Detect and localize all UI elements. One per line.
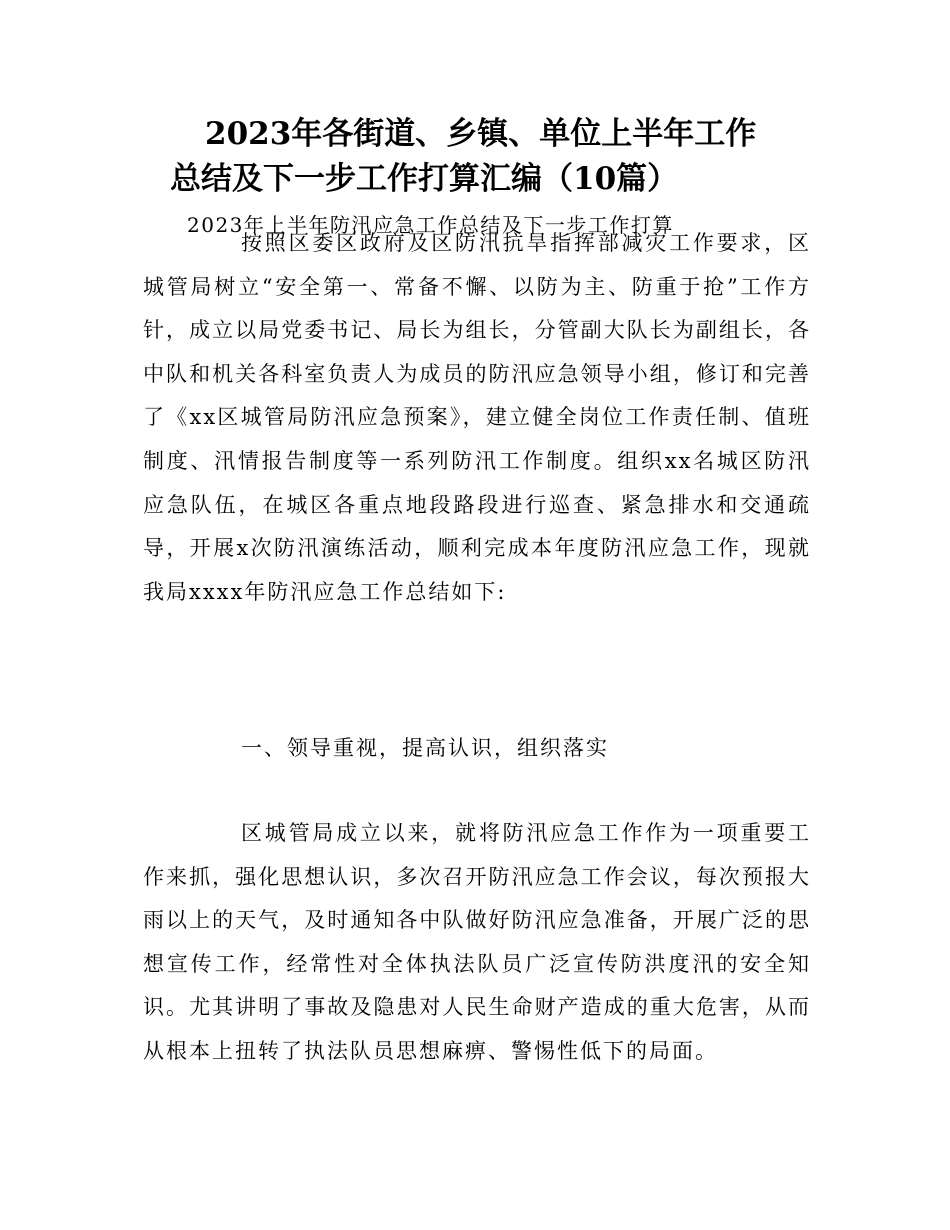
title-line-1: 2023年各街道、乡镇、单位上半年工作	[205, 116, 757, 152]
title-line-2: 总结及下一步工作打算汇编（10篇）	[170, 161, 679, 197]
paragraph-intro: 按照区委区政府及区防汛抗旱指挥部减灾工作要求，区城管局树立“安全第一、常备不懈、以防为主、防重于抢”工作方针，成立以局党委书记、局长为组长，分管副大队长为副组长，各中队和机关各科室负责人为成员的防汛应急领导小组，修订和完善了《xx区城管局防汛应急预案》，建立健全岗位工作责任制、值班制度、汛情报告制度等一系列防汛工作制度。组织xx名城区防汛应急队伍，在城区各重点地段路段进行巡查、紧急排水和交通疏导，开展x次防汛演练活动，顺利完成本年度防汛应急工作，现就我局xxxx年防汛应急工作总结如下:	[143, 231, 811, 604]
article-subtitle: 2023年上半年防汛应急工作总结及下一步工作打算	[187, 213, 674, 237]
paragraph-section-1: 区城管局成立以来，就将防汛应急工作作为一项重要工作来抓，强化思想认识，多次召开防汛应急工作会议，每次预报大雨以上的天气，及时通知各中队做好防汛应急准备，开展广泛的思想宣传工作，经常性对全体执法队员广泛宣传防洪度汛的安全知识。尤其讲明了事故及隐患对人民生命财产造成的重大危害，从而从根本上扭转了执法队员思想麻痹、警惕性低下的局面。	[143, 821, 811, 1063]
section-heading-1: 一、领导重视，提高认识，组织落实	[241, 736, 609, 760]
document-title	[150, 112, 840, 202]
